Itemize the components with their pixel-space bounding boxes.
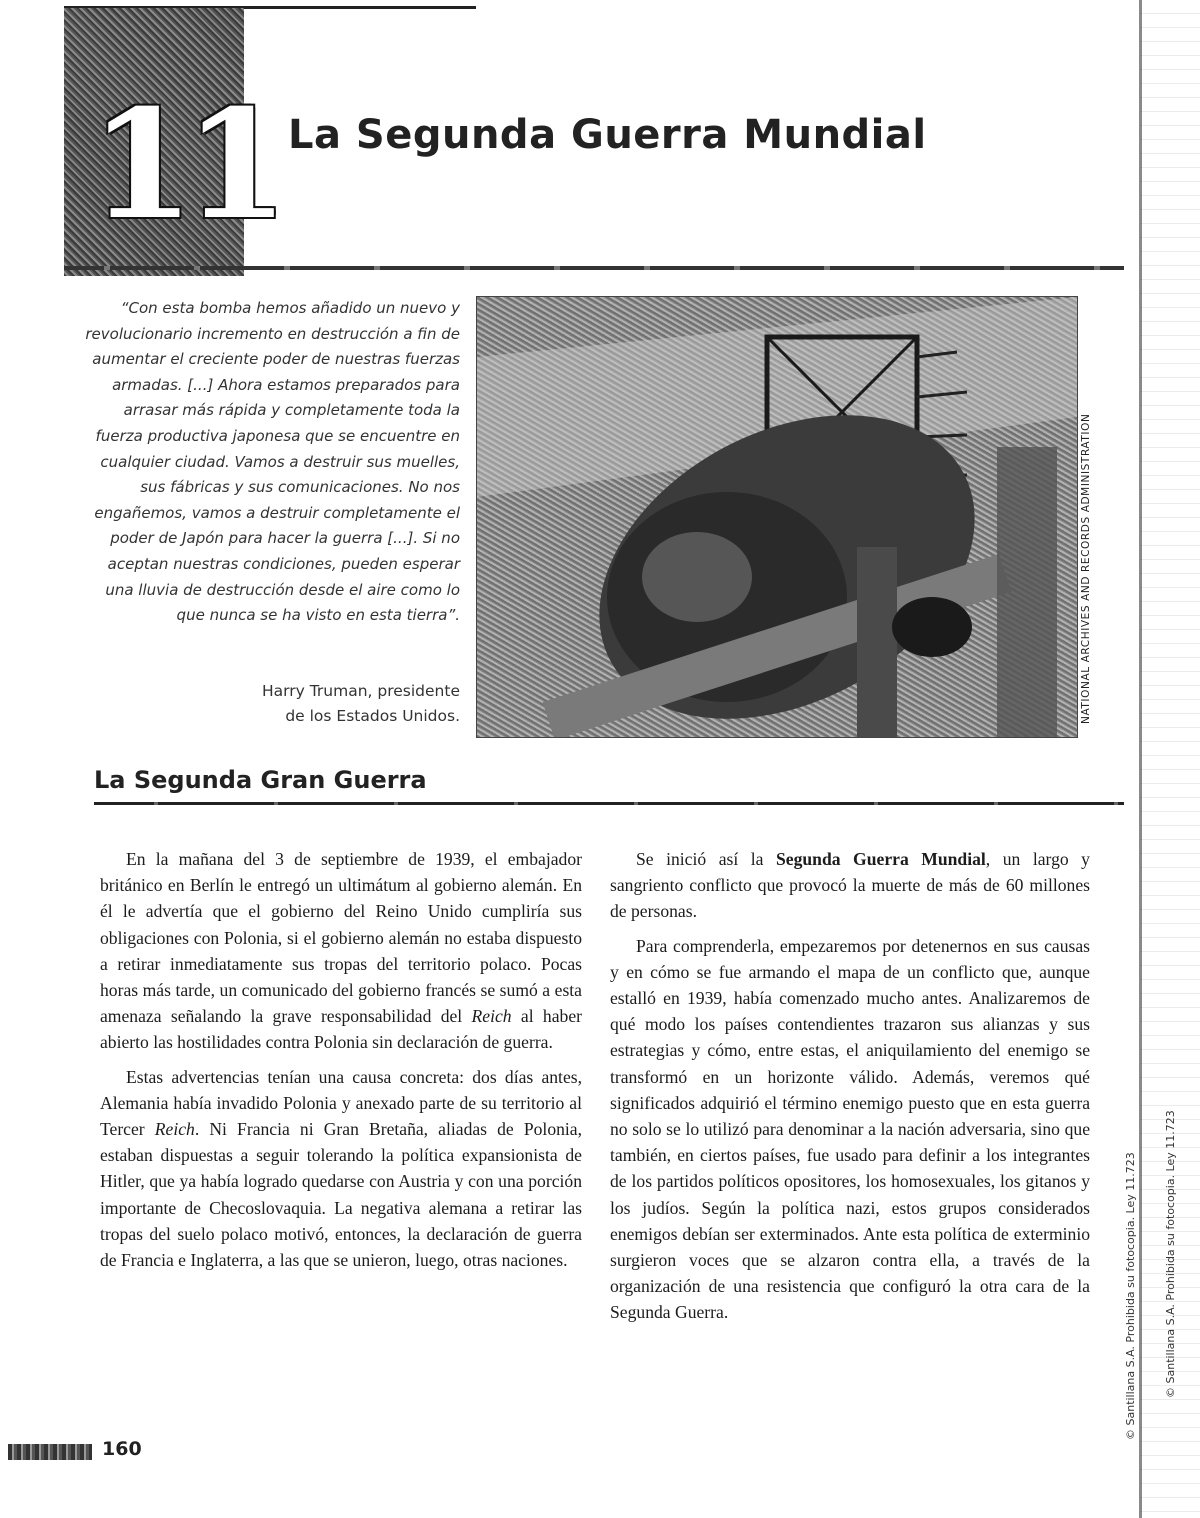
chapter-title: La Segunda Guerra Mundial	[288, 112, 927, 158]
header-rule	[64, 266, 1124, 270]
reich-italic: Reich	[154, 1119, 195, 1140]
paragraph-text: al haber abierto las hostilidades contra Polonia sin declaración de guerra.	[100, 1006, 582, 1053]
atomic-bomb-illustration	[477, 297, 1077, 737]
quote-author	[180, 679, 460, 729]
war-name-bold: Segunda Guerra Mundial	[775, 849, 986, 869]
page-edge-line	[1139, 0, 1142, 1518]
copyright-notice: © Santillana S.A. Prohibida su fotocopia. Ley 11.723	[1124, 1152, 1137, 1440]
quote-author-line-1: Harry Truman, presidente	[262, 682, 460, 700]
paragraph-war-start	[610, 846, 1090, 925]
paragraph-text: Estas advertencias tenían una causa concreta: dos días antes, Alemania había invadido Polonia y anexado parte de su territorio al Tercer	[100, 1066, 582, 1140]
paragraph-understanding: Para comprenderla, empezaremos por detenernos en sus causas y en cómo se fue armando el mapa de un conflicto que, aunque estalló en 1939, había comenzado mucho antes. Analizaremos de qué modo los países contendientes trazaron sus alianzas y sus estrategias y cómo, entre estas, el aniquilamiento del enemigo se transformó en un horizonte válido. Además, veremos qué significados adquirió el término enemigo puesto que en esta guerra no solo se lo utilizó para denominar a la nación adversaria, sino que también, en ciertos países, fue usado para definir a los integrantes de los partidos políticos opositores, los homosexuales, los gitanos y los judíos. Según la política nazi, estos grupos considerados enemigos debían ser exterminados. Ante esta política de exterminio surgieron voces que se alzaron contra ella, a través de la organización de una resistencia que configuró la otra cara de la Segunda Guerra.	[610, 935, 1090, 1323]
atomic-bomb-photo	[476, 296, 1078, 738]
section-rule	[94, 802, 1124, 805]
paragraph-text: . Ni Francia ni Gran Bretaña, aliadas de Polonia, estaban dispuestas a seguir tolerando la política expansionista de Hitler, que ya había logrado quedarse con Austria y con una porción importante de Checoslovaquia. La negativa alemana a retirar las tropas del suelo polaco motivó, entonces, la declaración de guerra de Francia e Inglaterra, a las que se unieron, luego, otras naciones.	[100, 1119, 583, 1271]
paragraph-text: , un largo y sangriento conflicto que provocó la muerte de más de 60 millones de personas.	[610, 849, 1090, 922]
page-number: 160	[102, 1438, 142, 1460]
photo-credit: NATIONAL ARCHIVES AND RECORDS ADMINISTRATION	[1080, 413, 1092, 724]
paragraph-text: En la mañana del 3 de septiembre de 1939, el embajador británico en Berlín le entregó un ultimátum al gobierno alemán. En él le advertía que el gobierno del Reino Unido cumpliría sus obligaciones con Polonia, si el gobierno alemán no estaba dispuesto a retirar inmediatamente sus tropas del territorio polaco. Pocas horas más tarde, un comunicado del gobierno francés se sumó a esta amenaza señalando la grave responsabilidad del	[100, 849, 582, 1027]
body-column-right	[610, 846, 1090, 1326]
chapter-number: 11	[90, 77, 279, 253]
truman-quote: “Con esta bomba hemos añadido un nuevo y revolucionario incremento en destrucción a fin de aumentar el creciente poder de nuestras fuerzas armadas. [...] Ahora estamos preparados para arrasar más rápida y completamente toda la fuerza productiva japonesa que se encuentre en cualquier ciudad. Vamos a destruir sus muelles, sus fábricas y sus comunicaciones. No nos engañemos, vamos a destruir completamente el poder de Japón para hacer la guerra [...]. Si no aceptan nuestras condiciones, pueden esperar una lluvia de destrucción desde el aire como lo que nunca se ha visto en esta tierra”.	[85, 299, 460, 625]
copyright-notice-edge: © Santillana S.A. Prohibida su fotocopia. Ley 11.723	[1164, 1110, 1177, 1398]
body-column-left	[100, 846, 582, 1273]
paragraph-ultimatum	[100, 846, 582, 1056]
reich-italic: Reich	[471, 1006, 512, 1027]
footer-decoration	[8, 1444, 92, 1460]
quote-author-line-2: de los Estados Unidos.	[285, 707, 460, 725]
paragraph-causes	[100, 1064, 582, 1274]
paragraph-text: Se inició así la	[636, 849, 776, 869]
section-title: La Segunda Gran Guerra	[94, 766, 427, 794]
